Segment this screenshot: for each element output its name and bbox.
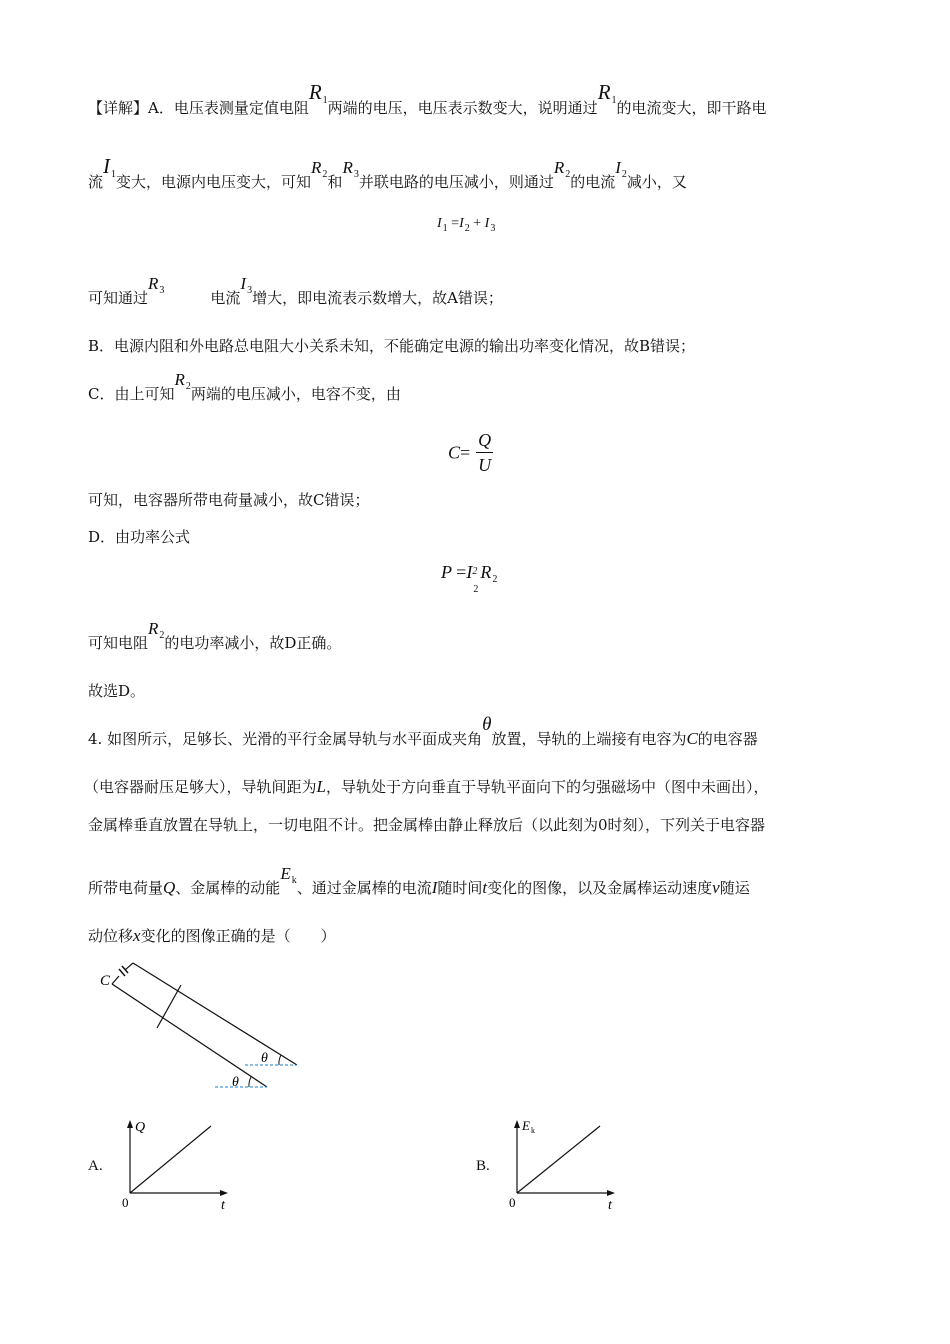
detail-line-3: 可知通过$R_3$ 电流$I_3$增大，即电流表示数增大，故A错误； [88,274,503,307]
detail-choose: 故选D。 [88,682,146,700]
formula-capacitance: C= $\frac{Q}{U}$ [448,430,492,475]
x-axis-arrow [607,1190,615,1196]
x-label: t [221,1198,225,1213]
detail-line-b: B．电源内阻和外电路总电阻大小关系未知，不能确定电源的输出功率变化情况，故B错误； [88,337,696,355]
y-label: E [522,1118,530,1133]
formula-power: P =I 2 2 $R_2$ [441,562,498,595]
origin-label: 0 [509,1195,516,1210]
capacitor-plate-1 [119,969,125,976]
capacitor-label: C [100,973,111,989]
option-a-graph [115,1115,240,1215]
incline-rails-diagram [95,955,315,1095]
graph-line [130,1126,211,1193]
y-label: Q [135,1120,146,1135]
option-b-graph [502,1115,627,1215]
capacitor-plate-2 [122,966,128,973]
x-label: t [608,1198,612,1213]
angle-label-lower: θ [232,1075,239,1090]
graph-line [517,1126,600,1193]
angle-arc-lower [249,1077,251,1087]
detail-line-d: D．由功率公式 [88,528,191,546]
detail-line-c2: 可知，电容器所带电荷量减小，故C错误； [88,491,370,509]
option-a-label: A. [88,1158,103,1174]
x-axis-arrow [220,1190,228,1196]
y-label-sub: k [531,1126,535,1135]
detail-line-c: C．由上可知$R_2$两端的电压减小，电容不变，由 [88,370,401,403]
q4-line-3: 金属棒垂直放置在导轨上，一切电阻不计。把金属棒由静止释放后（以此刻为0时刻），下列关于电容器 [88,816,766,834]
origin-label: 0 [122,1195,129,1210]
detail-line-d2: 可知电阻$R_2$的电功率减小，故D正确。 [88,619,342,652]
formula-current-sum: $I_1 =I_2 + I_3$ [437,216,496,234]
detail-line-1: 【详解】A．电压表测量定值电阻$R_1$两端的电压，电压表示数变大，说明通过$R_1$的电流变大，即干路电 [88,80,767,117]
q4-line-5: 动位移x变化的图像正确的是（ ） [88,926,336,945]
lower-rail [112,984,267,1087]
option-b-label: B. [476,1158,490,1174]
angle-label-upper: θ [261,1051,268,1066]
angle-arc-upper [279,1055,281,1065]
q4-line-2: （电容器耐压足够大），导轨间距为L，导轨处于方向垂直于导轨平面向下的匀强磁场中（图中未画出）， [84,777,769,796]
y-axis-arrow [514,1120,520,1128]
y-axis-arrow [127,1120,133,1128]
q4-line-1: 4. 如图所示，足够长、光滑的平行金属导轨与水平面成夹角θ放置，导轨的上端接有电容为C的电容器 [88,714,758,748]
detail-line-2: 流$I_1$变大，电源内电压变大，可知$R_2$和$R_3$并联电路的电压减小，则通过$R_2$的电流$I_2$减小，又 [88,154,687,191]
q4-line-4: 所带电荷量Q、金属棒的动能$E_k$、通过金属棒的电流I随时间t变化的图像，以及金属棒运动速度v随运 [88,864,750,897]
